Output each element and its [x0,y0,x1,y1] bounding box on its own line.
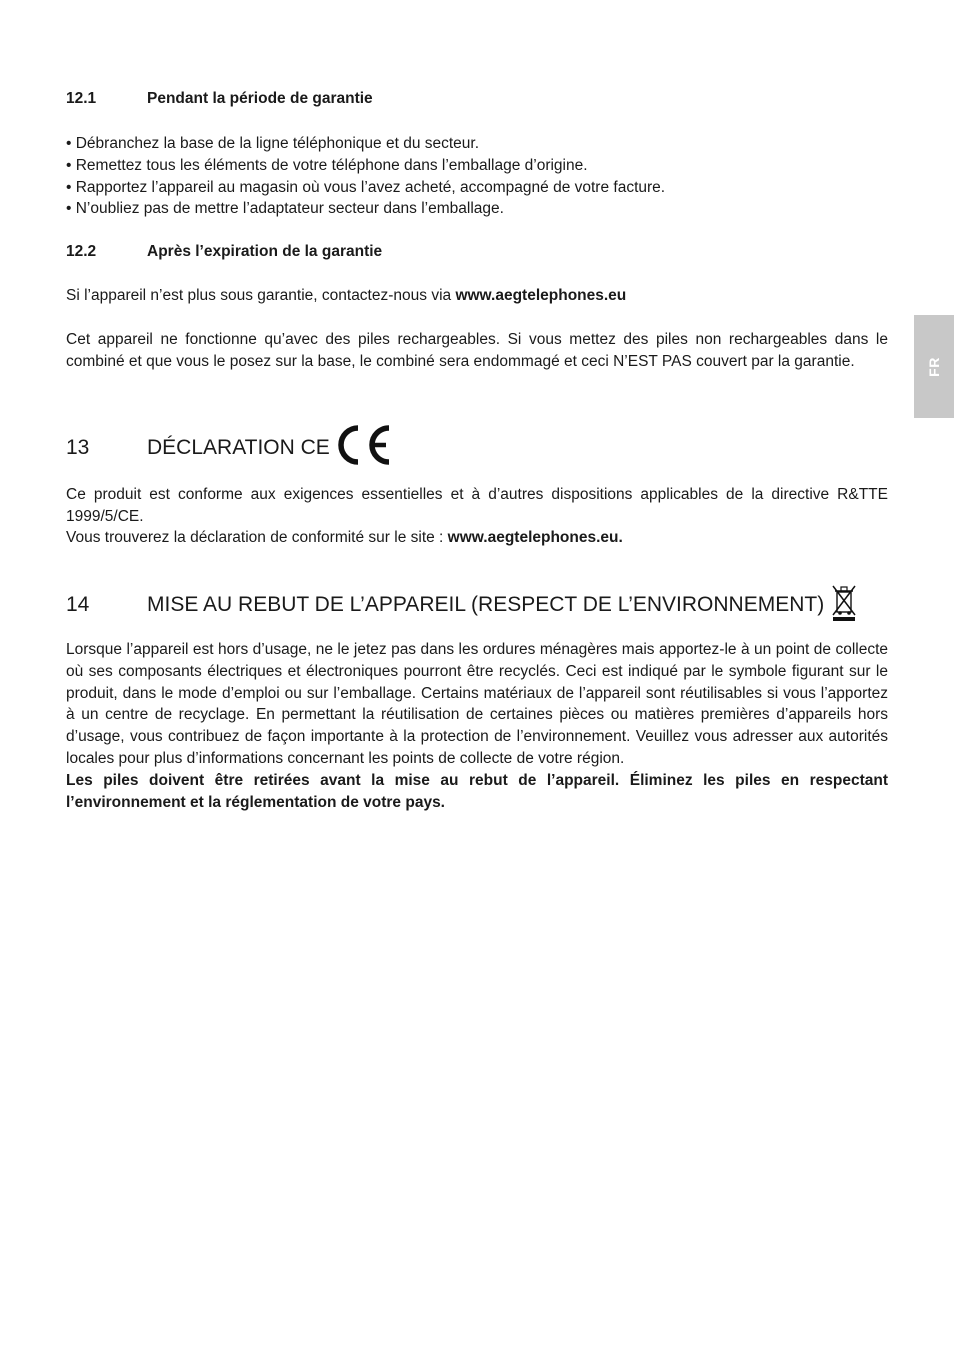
language-tab [914,315,954,418]
battery-warning: Les piles doivent être retirées avant la mise au rebut de l’appareil. Éliminez les piles en respectant l’environnement et la réglementation de votre pays. [66,771,888,811]
battery-note: Cet appareil ne fonctionne qu’avec des piles rechargeables. Si vous mettez des piles non rechargeables dans le combiné et que vous le posez sur la base, le combiné sera endommagé et ceci N’EST PAS couvert par la garantie. [66,331,888,370]
declaration-link[interactable]: www.aegtelephones.eu. [447,529,623,546]
ce-conformity-text: Ce produit est conforme aux exigences essentielles et à d’autres dispositions applicables de la directive R&TTE 1999/5/CE. [66,486,888,525]
section-title: MISE AU REBUT DE L’APPAREIL (RESPECT DE L’ENVIRONNEMENT) [147,593,825,616]
site-prefix: Vous trouverez la déclaration de conformité sur le site : [66,529,448,546]
section-title: Après l’expiration de la garantie [147,243,383,260]
section-title: Pendant la période de garantie [147,90,373,107]
section-14-heading [66,585,858,625]
website-link[interactable]: www.aegtelephones.eu [455,287,627,304]
ce-mark-icon [334,423,392,473]
disposal-text [66,639,888,813]
section-number: 14 [66,593,90,616]
section-12-2-heading [66,243,382,261]
list-item: • Débranchez la base de la ligne téléphonique et du secteur. [66,135,480,152]
crossed-bin-icon [830,582,858,628]
section-title: DÉCLARATION CE [147,436,330,459]
section-number: 12.2 [66,243,97,260]
section-number: 12.1 [66,90,97,107]
language-label: FR [926,356,942,377]
warranty-steps-list [66,133,888,220]
list-item: • Remettez tous les éléments de votre téléphone dans l’emballage d’origine. [66,156,588,174]
section-12-1-heading [66,90,373,108]
list-item: • Rapportez l’appareil au magasin où vous l’avez acheté, accompagné de votre facture. [66,178,666,196]
section-number: 13 [66,436,90,459]
ce-site-text [66,527,888,549]
after-warranty-text [66,285,888,307]
contact-text: Si l’appareil n’est plus sous garantie, contactez-nous via [66,287,456,304]
section-13-heading [66,426,392,470]
list-item: • N’oubliez pas de mettre l’adaptateur secteur dans l’emballage. [66,200,504,218]
disposal-paragraph: Lorsque l’appareil est hors d’usage, ne le jetez pas dans les ordures ménagères mais apportez-le à un point de collecte où ses composants électriques et électroniques pourront être recyclés. Ceci est indiqué par le symbole figurant sur le produit, dans le mode d’emploi ou sur l’emballage. Certains matériaux de l’appareil sont réutilisables si vous l’apportez à un centre de recyclage. En permettant la réutilisation de certaines pièces ou matières premières d’appareils hors d’usage, vous contribuez de façon importante à la protection de l’environnement. Veuillez vous adresser aux autorités locales pour plus d’informations concernant les points de collecte de votre région. [66,641,888,767]
